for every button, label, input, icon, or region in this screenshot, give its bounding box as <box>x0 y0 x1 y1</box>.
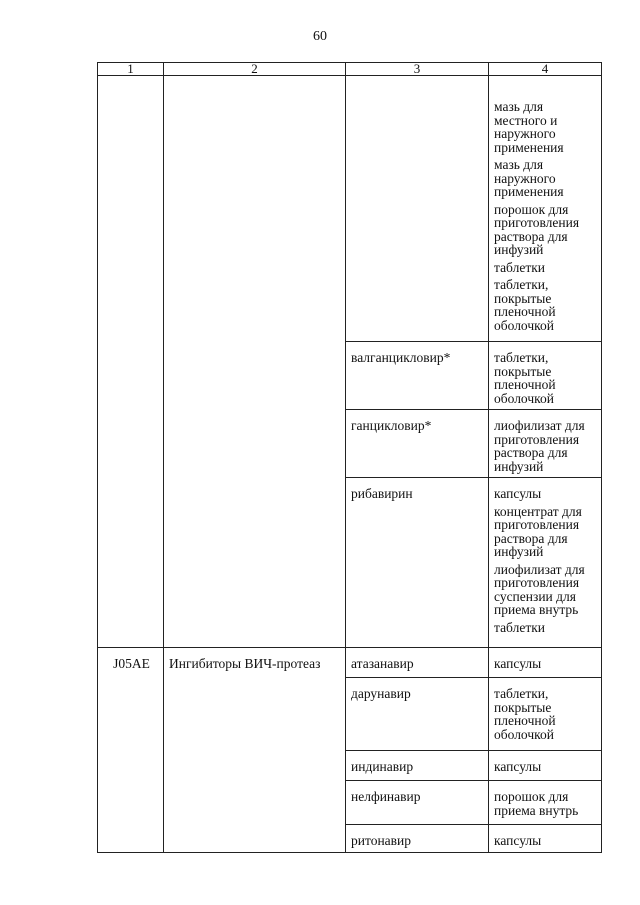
dosage-forms-cell <box>489 76 602 342</box>
dosage-form: капсулы <box>494 833 542 848</box>
dosage-form: капсулы <box>494 759 542 774</box>
drug-name: рибавирин <box>346 478 489 648</box>
dosage-form: мазь для наружного применения <box>494 157 564 199</box>
dosage-form: капсулы <box>494 486 542 501</box>
dosage-forms-cell <box>489 781 602 825</box>
drug-name: ганцикловир* <box>346 410 489 478</box>
dosage-forms-cell <box>489 678 602 751</box>
dosage-forms-cell <box>489 825 602 853</box>
dosage-form: таблетки <box>494 259 546 275</box>
drug-name: дарунавир <box>346 678 489 751</box>
dosage-form: таблетки, покрытые пленочной оболочкой <box>494 686 556 742</box>
dosage-form: лиофилизат для приготовления раствора для инфузий <box>494 418 585 474</box>
drug-table <box>97 62 602 853</box>
group-name: Ингибиторы ВИЧ-протеаз <box>164 648 346 853</box>
group-cell-empty <box>164 76 346 648</box>
column-number-2: 2 <box>164 63 346 76</box>
dosage-form: концентрат для приготовления раствора для инфузий <box>494 503 582 559</box>
dosage-form: таблетки, покрытые пленочной оболочкой <box>494 350 556 406</box>
table-row <box>98 76 602 342</box>
dosage-form: капсулы <box>494 656 542 671</box>
drug-name: индинавир <box>346 751 489 781</box>
drug-name: атазанавир <box>346 648 489 678</box>
dosage-forms-cell <box>489 410 602 478</box>
code-cell-empty <box>98 76 164 648</box>
column-number-row <box>98 63 602 76</box>
dosage-form: лиофилизат для приготовления суспензии для приема внутрь <box>494 561 585 617</box>
page-number: 60 <box>313 29 327 44</box>
dosage-forms-cell <box>489 648 602 678</box>
drug-cell-empty <box>346 76 489 342</box>
dosage-forms-cell <box>489 342 602 410</box>
drug-name: нелфинавир <box>346 781 489 825</box>
dosage-form: таблетки <box>494 619 546 635</box>
dosage-form: порошок для приема внутрь <box>494 789 579 818</box>
dosage-form: порошок для приготовления раствора для инфузий <box>494 201 580 257</box>
dosage-forms-cell <box>489 478 602 648</box>
dosage-form: мазь для местного и наружного применения <box>494 99 564 155</box>
table-row <box>98 648 602 678</box>
column-number-4: 4 <box>489 63 602 76</box>
column-number-1: 1 <box>98 63 164 76</box>
drug-name: валганцикловир* <box>346 342 489 410</box>
drug-name: ритонавир <box>346 825 489 853</box>
dosage-forms-cell <box>489 751 602 781</box>
dosage-form: таблетки, покрытые пленочной оболочкой <box>494 277 556 333</box>
column-number-3: 3 <box>346 63 489 76</box>
atc-code: J05AE <box>98 648 164 853</box>
